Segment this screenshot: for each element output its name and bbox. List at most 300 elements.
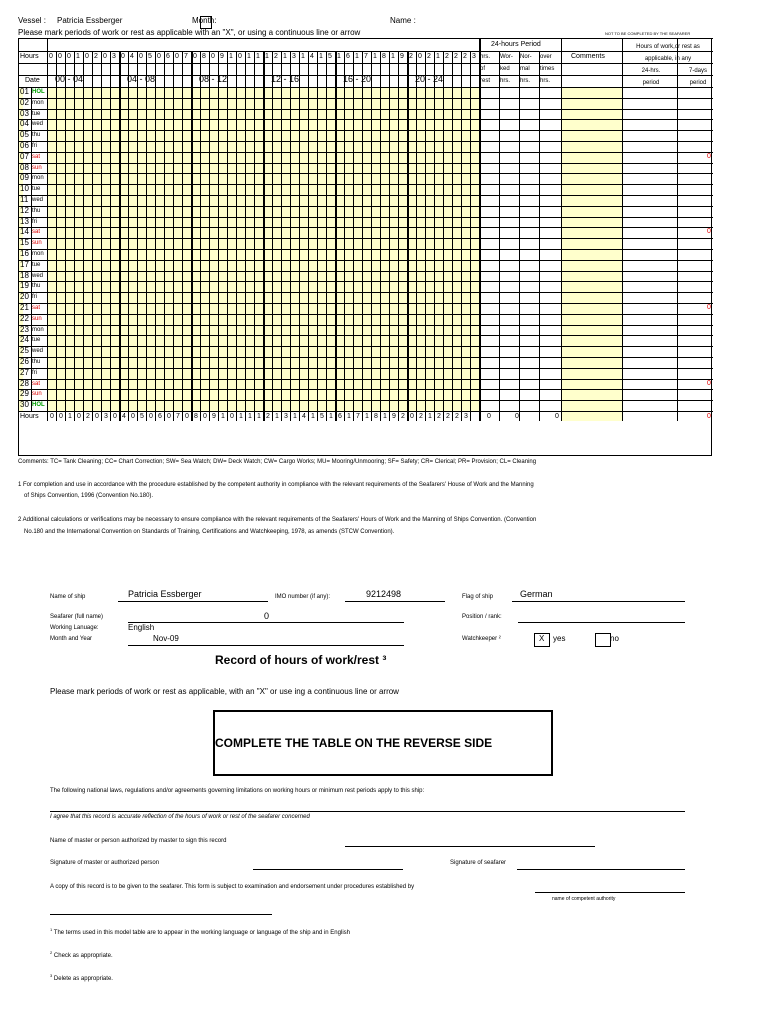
day-name: thu xyxy=(32,359,41,365)
master-sig-label: Signature of master or authorized person xyxy=(50,860,160,866)
hour-header-digit: 0 xyxy=(58,53,62,60)
hour-header-digit: 1 xyxy=(256,53,260,60)
hour-header-digit: 3 xyxy=(292,53,296,60)
grid-vline xyxy=(499,51,500,421)
footer-hour-digit: 0 xyxy=(203,413,207,420)
footer-hour-digit: 0 xyxy=(95,413,99,420)
grid-vline xyxy=(200,51,201,421)
master-name-line xyxy=(345,846,595,847)
footer-hour-digit: 4 xyxy=(302,413,306,420)
seven-day-value: 0 xyxy=(707,304,711,311)
day-name: fri xyxy=(32,294,37,301)
month-year-value: Nov-09 xyxy=(153,634,179,643)
footer-hour-digit: 9 xyxy=(212,413,216,420)
hours-table xyxy=(18,38,712,456)
national-laws: The following national laws, regulations and/or agreements governing limitations on working hours or minimum rest periods apply to this ship: xyxy=(50,788,425,794)
day-name: fri xyxy=(32,369,37,376)
hours-any-label: Hours of work,or rest as applicable, in any xyxy=(636,44,700,62)
day-number: 01 xyxy=(20,87,29,96)
grid-hline xyxy=(19,368,713,369)
hour-header-digit: 2 xyxy=(445,53,449,60)
footer-hour-digit: 0 xyxy=(410,413,414,420)
footer-total: 0 xyxy=(487,413,491,420)
day-number: 06 xyxy=(20,141,29,150)
grid-hline xyxy=(19,357,713,358)
footer-hour-digit: 1 xyxy=(275,413,279,420)
day-number: 07 xyxy=(20,151,29,161)
day-number: 03 xyxy=(20,108,29,118)
footer-hour-digit: 1 xyxy=(257,413,261,420)
month-year-label: Month and Year xyxy=(50,636,93,642)
grid-hline xyxy=(19,119,713,120)
grid-vline xyxy=(317,51,318,421)
flag-line xyxy=(512,601,685,602)
hour-header-digit: 6 xyxy=(346,53,350,60)
grid-vline xyxy=(380,51,381,421)
day-name: tue xyxy=(32,337,41,344)
footer-hour-digit: 2 xyxy=(437,413,441,420)
period-label: 20 - 24 xyxy=(415,74,444,84)
grid-hline xyxy=(19,63,713,64)
footer-hour-digit: 0 xyxy=(167,413,171,420)
grid-vline xyxy=(182,51,183,421)
hour-header-digit: 0 xyxy=(157,53,161,60)
grid-vline xyxy=(362,51,363,421)
grid-hline xyxy=(19,389,713,390)
no-label: no xyxy=(610,634,619,643)
day-number: 11 xyxy=(20,195,29,204)
grid-hline xyxy=(19,400,713,401)
language-value: English xyxy=(128,623,155,632)
period-label: 00 - 04 xyxy=(55,74,84,84)
footer-hour-digit: 1 xyxy=(428,413,432,420)
hour-header-digit: 2 xyxy=(274,53,278,60)
column-header-text: hrs. xyxy=(480,54,491,60)
day-number: 17 xyxy=(20,259,29,269)
flag-value: German xyxy=(520,589,553,599)
no-checkbox[interactable] xyxy=(595,633,611,647)
day-number: 10 xyxy=(20,184,29,194)
language-label: Working Lanuage: xyxy=(50,625,99,631)
grid-vline xyxy=(146,51,147,421)
column-header-text: times xyxy=(540,66,555,72)
hours-footer-label: Hours xyxy=(20,413,39,420)
grid-hline xyxy=(19,325,713,326)
imo-value: 9212498 xyxy=(366,589,402,599)
grid-vline xyxy=(173,51,174,421)
grid-hline xyxy=(19,141,713,142)
footer-hour-digit: 1 xyxy=(221,413,225,420)
grid-vline xyxy=(443,51,444,421)
grid-vline xyxy=(236,51,237,421)
day-name: sun xyxy=(32,315,42,322)
footnote-2-text: Check as appropriate. xyxy=(53,953,113,959)
hour-header-digit: 1 xyxy=(436,53,440,60)
hour-header-digit: 1 xyxy=(373,53,377,60)
grid-hline xyxy=(19,75,713,76)
day-number: 04 xyxy=(20,119,29,129)
grid-vline xyxy=(434,51,435,421)
footer-hour-digit: 1 xyxy=(329,413,333,420)
day-name: HOL xyxy=(32,402,45,409)
hour-header-digit: 9 xyxy=(220,53,224,60)
seafarer-sig-line xyxy=(517,869,685,870)
footer-hour-digit: 0 xyxy=(230,413,234,420)
day-number: 27 xyxy=(20,367,29,377)
footer-hour-digit: 0 xyxy=(59,413,63,420)
footer-hour-digit: 0 xyxy=(77,413,81,420)
imo-label: IMO number (if any): xyxy=(275,594,331,600)
day-name: thu xyxy=(32,207,41,214)
vessel-name: Patricia Essberger xyxy=(57,16,123,25)
day-number: 20 xyxy=(20,292,29,302)
comments-header: Comments xyxy=(571,53,605,60)
footer-hour-digit: 2 xyxy=(266,413,270,420)
day-name: sun xyxy=(32,240,42,247)
grid-vline xyxy=(416,51,417,421)
footnote-2: $^2$ Check as appropriate. xyxy=(50,950,113,959)
column-header-text: hrs. xyxy=(540,78,551,84)
footer-hour-digit: 2 xyxy=(455,413,459,420)
day-number: 15 xyxy=(20,238,29,248)
grid-vline xyxy=(83,51,84,421)
footer-hour-digit: 1 xyxy=(383,413,387,420)
agree-text: I agree that this record is accurate reflection of the hours of work or rest of the seafarer concerned xyxy=(50,814,310,820)
day-name: sat xyxy=(32,305,41,311)
grid-hline xyxy=(19,163,713,164)
position-line xyxy=(518,622,685,623)
copy-note: A copy of this record is to be given to the seafarer. This form is subject to examination and endorsement under procedures established by xyxy=(50,884,415,890)
column-header-text: of xyxy=(480,66,486,72)
month-label: Month: xyxy=(192,16,217,25)
name-label: Name : xyxy=(390,16,416,25)
seafarer-label: Seafarer (full name) xyxy=(50,614,104,620)
day-name: mon xyxy=(32,251,44,257)
hour-header-digit: 4 xyxy=(310,53,314,60)
instruction-top: Please mark periods of work or rest as applicable with an "X", or using a continuous line or arrow xyxy=(18,28,361,37)
period-label: 04 - 08 xyxy=(127,74,156,84)
grid-hline xyxy=(19,184,713,185)
day-name: wed xyxy=(32,121,44,128)
footer-hour-digit: 8 xyxy=(374,413,378,420)
grid-vline xyxy=(407,51,409,421)
grid-vline xyxy=(452,51,453,421)
hour-header-digit: 1 xyxy=(76,53,80,60)
grid-hline xyxy=(19,51,713,52)
grid-hline xyxy=(19,260,713,261)
period-24-label: 24-hours Period xyxy=(491,41,541,48)
hour-header-digit: 2 xyxy=(463,53,467,60)
authority-label: name of competent authority xyxy=(552,896,616,902)
footer-hour-digit: 2 xyxy=(86,413,90,420)
day-name: mon xyxy=(32,99,44,106)
footer-hour-digit: 1 xyxy=(248,413,252,420)
day-name: HOL xyxy=(32,89,45,95)
day-number: 28 xyxy=(20,378,29,388)
footer-total: 0 xyxy=(555,413,559,420)
day-number: 26 xyxy=(20,357,29,366)
footer-hour-digit: 3 xyxy=(104,413,108,420)
hour-header-digit: 2 xyxy=(94,53,98,60)
day-name: thu xyxy=(32,283,41,290)
vessel-label: Vessel : xyxy=(18,16,47,25)
days7-label: 7-days period xyxy=(688,68,707,86)
day-number: 13 xyxy=(20,216,29,226)
day-name: wed xyxy=(32,197,44,203)
seven-day-value: 0 xyxy=(707,152,711,160)
footer-hour-digit: 3 xyxy=(464,413,468,420)
grid-hline xyxy=(19,87,713,88)
seven-day-value: 0 xyxy=(707,413,711,421)
grid-vline xyxy=(245,51,246,421)
hour-header-digit: 0 xyxy=(121,53,125,60)
day-number: 14 xyxy=(20,227,29,237)
grid-vline xyxy=(561,39,562,421)
grid-vline xyxy=(479,39,481,421)
day-number: 24 xyxy=(20,335,29,345)
footer-hour-digit: 2 xyxy=(446,413,450,420)
day-number: 12 xyxy=(20,205,29,215)
ship-label: Name of ship xyxy=(50,594,86,600)
day-name: sun xyxy=(32,164,42,171)
footer-hour-digit: 1 xyxy=(347,413,351,420)
hour-header-digit: 1 xyxy=(337,53,341,60)
grid-vline xyxy=(353,51,354,421)
footer-hour-digit: 1 xyxy=(239,413,243,420)
hour-header-digit: 2 xyxy=(454,53,458,60)
grid-vline xyxy=(31,87,32,411)
grid-vline xyxy=(326,51,327,421)
grid-hline xyxy=(19,271,713,272)
hour-header-digit: 2 xyxy=(427,53,431,60)
footer-hour-digit: 8 xyxy=(194,413,198,420)
hours-table-cells xyxy=(19,39,711,455)
grid-hline xyxy=(19,292,713,293)
grid-vline xyxy=(308,51,309,421)
day-number: 25 xyxy=(20,346,29,356)
hour-header-digit: 0 xyxy=(103,53,107,60)
footer-hour-digit: 1 xyxy=(311,413,315,420)
grid-vline xyxy=(65,51,66,421)
record-title: Record of hours of work/rest ³ xyxy=(215,653,387,667)
hour-header-digit: 8 xyxy=(382,53,386,60)
hour-header-digit: 7 xyxy=(184,53,188,60)
grid-vline xyxy=(218,51,219,421)
footer-hour-digit: 5 xyxy=(320,413,324,420)
day-name: thu xyxy=(32,132,41,139)
grid-hline xyxy=(19,411,713,412)
seafarer-sig-label: Signature of seafarer xyxy=(450,860,507,866)
footer-hour-digit: 0 xyxy=(113,413,117,420)
note-2a: 2 Additional calculations or verifications may be necessary to ensure compliance with the relevant requirements of the Seafarers' Hours of Work and the Manning of Ships Convention. (Convention xyxy=(18,517,537,523)
hour-header-digit: 1 xyxy=(229,53,233,60)
hour-header-digit: 1 xyxy=(301,53,305,60)
grid-hline xyxy=(19,335,713,336)
grid-vline xyxy=(74,51,75,421)
grid-vline xyxy=(191,51,193,421)
position-label: Position / rank: xyxy=(462,614,502,620)
flag-label: Flag of ship xyxy=(462,594,494,600)
grid-vline xyxy=(398,51,399,421)
hrs24-label: 24-hrs. period xyxy=(641,68,661,86)
day-number: 23 xyxy=(20,324,29,334)
day-name: wed xyxy=(32,348,44,355)
column-header-text: mal xyxy=(520,66,530,72)
month-year-line xyxy=(128,645,404,646)
footer-hour-digit: 1 xyxy=(68,413,72,420)
footer-hour-digit: 7 xyxy=(176,413,180,420)
comments-legend: Comments: TC= Tank Cleaning; CC= Chart Correction; SW= Sea Watch; DW= Deck Watch; CW= Cargo Works; MU= Mooring/Unmooring; SF= Safety; CR= Clerical; PR= Provision; CL= Cleaning xyxy=(18,459,537,465)
grid-hline xyxy=(19,109,713,110)
grid-vline xyxy=(335,51,337,421)
column-header-text: over xyxy=(540,54,552,60)
footer-hour-digit: 0 xyxy=(185,413,189,420)
grid-vline xyxy=(155,51,156,421)
day-name: mon xyxy=(32,175,44,182)
grid-vline xyxy=(281,51,282,421)
note-2b: No.180 and the International Convention on Standards of Training, Certifications and Watchkeeping, 1978, as amends (STCW Convention). xyxy=(24,529,395,535)
grid-vline xyxy=(254,51,255,421)
hour-header-digit: 1 xyxy=(247,53,251,60)
watchkeeper-label: Watchkeeper ² xyxy=(462,636,501,642)
day-name: sun xyxy=(32,391,42,398)
hour-header-digit: 9 xyxy=(400,53,404,60)
footer-hour-digit: 1 xyxy=(365,413,369,420)
footer-hour-digit: 6 xyxy=(158,413,162,420)
footer-hour-digit: 0 xyxy=(50,413,54,420)
footer-hour-digit: 2 xyxy=(401,413,405,420)
day-number: 05 xyxy=(20,130,29,140)
grid-hline xyxy=(19,303,713,304)
hour-header-digit: 0 xyxy=(211,53,215,60)
day-name: fri xyxy=(32,143,37,149)
grid-hline xyxy=(19,281,713,282)
footnote-3: $^3$ Delete as appropriate. xyxy=(50,973,113,982)
ship-value: Patricia Essberger xyxy=(128,589,202,599)
footer-hour-digit: 0 xyxy=(149,413,153,420)
day-name: mon xyxy=(32,326,44,333)
day-number: 16 xyxy=(20,249,29,258)
hour-header-digit: 5 xyxy=(148,53,152,60)
yes-label: yes xyxy=(553,634,566,643)
period-label: 12 - 16 xyxy=(271,74,300,84)
column-header-text: hrs. xyxy=(500,78,511,84)
grid-vline xyxy=(128,51,129,421)
master-name-label: Name of master or person authorized by master to sign this record xyxy=(50,838,227,844)
ship-line xyxy=(118,601,268,602)
grid-vline xyxy=(299,51,300,421)
column-header-text: Wor- xyxy=(500,54,513,60)
seafarer-line xyxy=(128,622,404,623)
hours-header-label: Hours xyxy=(20,53,39,60)
grid-vline xyxy=(290,51,291,421)
date-header-label: Date xyxy=(25,77,40,84)
grid-vline xyxy=(137,51,138,421)
hour-header-digit: 0 xyxy=(418,53,422,60)
hour-header-digit: 0 xyxy=(175,53,179,60)
footer-hour-digit: 7 xyxy=(356,413,360,420)
day-number: 19 xyxy=(20,281,29,291)
grid-hline xyxy=(19,227,713,228)
hour-header-digit: 1 xyxy=(283,53,287,60)
grid-vline xyxy=(92,51,93,421)
column-header-text: hrs. xyxy=(520,78,531,84)
grid-hline xyxy=(19,346,713,347)
grid-hline xyxy=(19,130,713,131)
grid-vline xyxy=(119,51,121,421)
grid-hline xyxy=(19,152,713,153)
day-name: sat xyxy=(32,229,41,236)
footer-hour-digit: 4 xyxy=(122,413,126,420)
day-number: 02 xyxy=(20,97,29,107)
footer-hour-digit: 9 xyxy=(392,413,396,420)
day-name: tue xyxy=(32,186,41,193)
hour-header-digit: 2 xyxy=(409,53,413,60)
day-number: 22 xyxy=(20,313,29,323)
hour-header-digit: 6 xyxy=(166,53,170,60)
footer-total: 0 xyxy=(515,413,519,420)
hour-header-digit: 0 xyxy=(139,53,143,60)
hour-header-digit: 0 xyxy=(238,53,242,60)
grid-hline xyxy=(19,217,713,218)
grid-vline xyxy=(344,51,345,421)
hour-header-digit: 0 xyxy=(67,53,71,60)
national-laws-line xyxy=(50,811,685,812)
footnote-1-text: The terms used in this model table are to appear in the working language or language of the ship and in English xyxy=(53,930,350,936)
hour-header-digit: 5 xyxy=(328,53,332,60)
hour-header-digit: 7 xyxy=(364,53,368,60)
form-instruction: Please mark periods of work or rest as applicable, with an "X" or use ing a continuous line or arrow xyxy=(50,687,399,696)
footnote-separator xyxy=(50,914,272,915)
seven-day-value: 0 xyxy=(707,379,711,387)
grid-vline xyxy=(389,51,390,421)
grid-vline xyxy=(47,39,48,421)
grid-vline xyxy=(519,51,520,421)
day-name: tue xyxy=(32,261,41,268)
grid-vline xyxy=(371,51,372,421)
grid-hline xyxy=(19,195,713,196)
hour-header-digit: 0 xyxy=(193,53,197,60)
day-number: 18 xyxy=(20,270,29,280)
grid-vline xyxy=(425,51,426,421)
hour-header-digit: 3 xyxy=(112,53,116,60)
grid-hline xyxy=(19,379,713,380)
seafarer-value: 0 xyxy=(264,611,270,621)
hour-header-digit: 0 xyxy=(85,53,89,60)
footer-hour-digit: 0 xyxy=(131,413,135,420)
complete-table-text: COMPLETE THE TABLE ON THE REVERSE SIDE xyxy=(215,736,493,750)
footnote-3-text: Delete as appropriate. xyxy=(53,976,113,982)
grid-hline xyxy=(19,249,713,250)
grid-vline xyxy=(227,51,228,421)
day-name: sat xyxy=(32,153,41,160)
hour-header-digit: 0 xyxy=(49,53,53,60)
day-name: fri xyxy=(32,218,37,225)
day-number: 09 xyxy=(20,173,29,183)
column-header-text: rest xyxy=(480,78,491,84)
column-header-text: ked xyxy=(500,66,510,72)
grid-vline xyxy=(470,51,471,421)
column-header-text: Nor- xyxy=(520,54,532,60)
grid-vline xyxy=(101,51,102,421)
complete-table-box xyxy=(213,710,553,776)
period-label: 08 - 12 xyxy=(199,74,228,84)
not-completed-note: NOT TO BE COMPLETED BY THE SEAFARER xyxy=(605,31,691,36)
hour-header-digit: 1 xyxy=(391,53,395,60)
grid-hline xyxy=(19,206,713,207)
grid-vline xyxy=(164,51,165,421)
day-name: sat xyxy=(32,380,41,387)
